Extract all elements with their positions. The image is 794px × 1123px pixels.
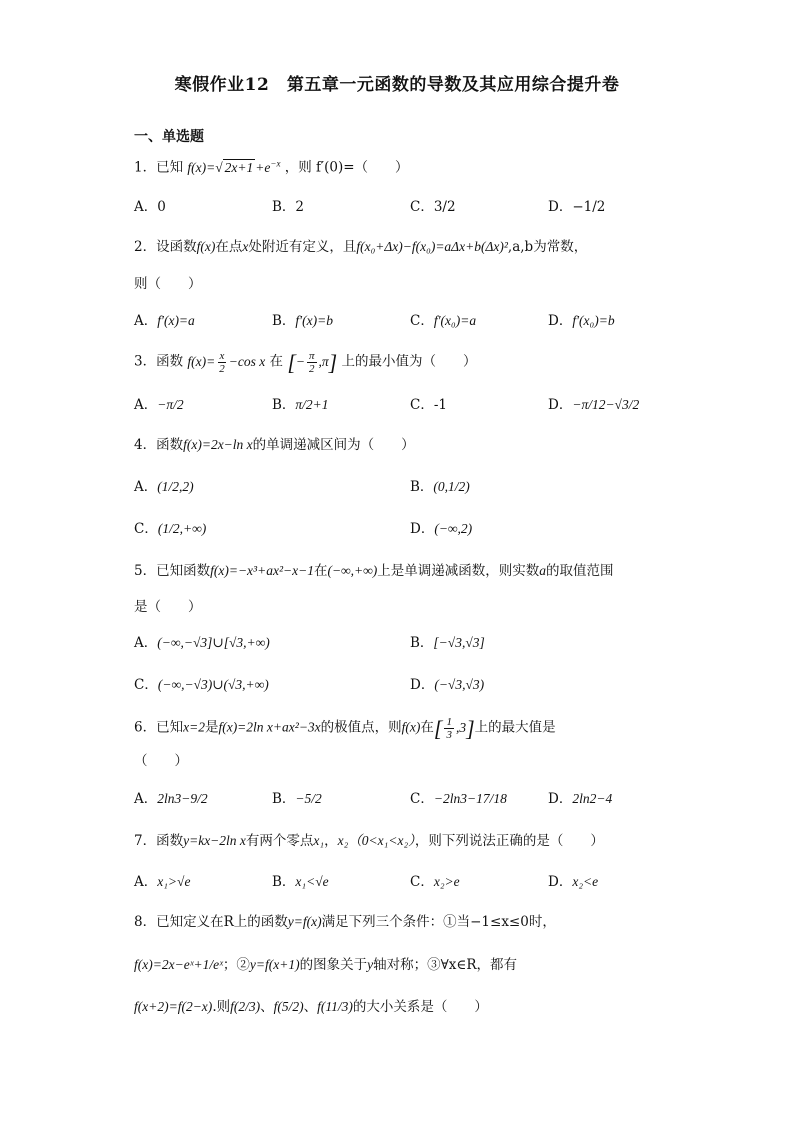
- question-5-option-d: D．(−√3,√3): [410, 677, 485, 693]
- question-6-option-c: C．−2ln3−17/18: [410, 791, 507, 807]
- question-7-option-c: C．x₂>e: [410, 874, 460, 890]
- question-6-interval: [ $\frac{1}{3}$ ,3]: [433, 715, 475, 741]
- question-3-option-b: B．π/2+1: [272, 397, 329, 413]
- page-title: 寒假作业12 第五章一元函数的导数及其应用综合提升卷: [174, 75, 620, 95]
- question-1-option-a: A．0: [134, 199, 166, 215]
- question-3-option-d: D．−π/12−√3/2: [548, 397, 640, 413]
- question-3-expression: f(x)= $\frac{x}{2}$ −cos x: [187, 350, 266, 375]
- question-3-stem: 3．函数 f(x)= $\frac{x}{2}$ −cos x 在 [− $\frac{\pi}{2}$ ,π] 上的最小值为（ ）: [134, 349, 477, 375]
- question-2-condition: f(x₀+Δx)−f(x₀)=aΔx+b(Δx)²: [356, 239, 508, 254]
- question-5-stem-cont: 是（ ）: [134, 599, 202, 615]
- question-2-option-b: B．f′(x)=b: [272, 313, 333, 329]
- section-heading: 一、单选题: [134, 129, 204, 145]
- question-4-option-d: D．(−∞,2): [410, 521, 473, 537]
- question-6-option-a: A．2ln3−9/2: [134, 791, 208, 807]
- question-6-option-d: D．2ln2−4: [548, 791, 613, 807]
- question-6-stem: 6．已知x=2是f(x)=2ln x+ax²−3x的极值点，则f(x)在[ $\frac{1}{3}$ ,3]上的最大值是: [134, 715, 556, 741]
- question-1-option-d: D．−1/2: [548, 199, 606, 215]
- question-5-stem: 5．已知函数f(x)=−x³+ax²−x−1在(−∞,+∞)上是单调递减函数，则实数a的取值范围: [134, 563, 614, 579]
- question-2-stem-cont: 则（ ）: [134, 276, 202, 292]
- question-2-option-a: A．f′(x)=a: [134, 313, 195, 329]
- question-3-option-c: C．-1: [410, 397, 447, 413]
- question-7-stem: 7．函数y=kx−2ln x有两个零点x₁，x₂（0<x₁<x₂），则下列说法正确的是（ ）: [134, 833, 604, 849]
- question-6-option-b: B．−5/2: [272, 791, 322, 807]
- question-8-stem: 8．已知定义在R上的函数y=f(x)满足下列三个条件：①当−1≤x≤0时，: [134, 914, 556, 930]
- question-1-expression: f(x)=√ $2x+1 +e^{-x}$: [187, 158, 281, 175]
- question-2-stem: 2．设函数f(x)在点x处附近有定义，且f(x₀+Δx)−f(x₀)=aΔx+b(Δx)²,a,b为常数，: [134, 239, 588, 255]
- question-7-option-b: B．x₁<√e: [272, 874, 329, 890]
- question-7-option-d: D．x₂<e: [548, 874, 599, 890]
- question-5-option-c: C．(−∞,−√3)∪(√3,+∞): [134, 677, 269, 693]
- question-5-option-b: B．[−√3,√3]: [410, 635, 485, 651]
- question-7-option-a: A．x₁>√e: [134, 874, 191, 890]
- question-4-option-a: A．(1/2,2): [134, 479, 194, 495]
- question-4-stem: 4．函数f(x)=2x−ln x的单调递减区间为（ ）: [134, 437, 415, 453]
- question-1-ask: f′(0)=（ ）: [316, 159, 409, 176]
- question-1-option-c: C．3/2: [410, 199, 456, 215]
- question-4-option-b: B．(0,1/2): [410, 479, 470, 495]
- question-8-stem-line3: f(x+2)=f(2−x).则f(2/3)、f(5/2)、f(11/3)的大小关系是（ ）: [134, 999, 488, 1015]
- question-3-option-a: A．−π/2: [134, 397, 184, 413]
- question-2-option-d: D．f′(x₀)=b: [548, 313, 615, 329]
- question-3-interval: [− $\frac{\pi}{2}$ ,π]: [287, 349, 338, 375]
- question-8-stem-line2: f(x)=2x−eˣ+1/eˣ；②y=f(x+1)的图象关于y轴对称；③∀x∈R，都有: [134, 957, 518, 973]
- question-1-stem: 1．已知 f(x)=√ $2x+1 +e^{-x}$ ，则 f′(0)=（ ）: [134, 158, 409, 176]
- question-1-option-b: B．2: [272, 199, 305, 215]
- question-6-stem-cont: （ ）: [134, 753, 188, 769]
- question-2-option-c: C．f′(x₀)=a: [410, 313, 477, 329]
- question-4-option-c: C．(1/2,+∞): [134, 521, 207, 537]
- question-5-option-a: A．(−∞,−√3]∪[√3,+∞): [134, 635, 270, 651]
